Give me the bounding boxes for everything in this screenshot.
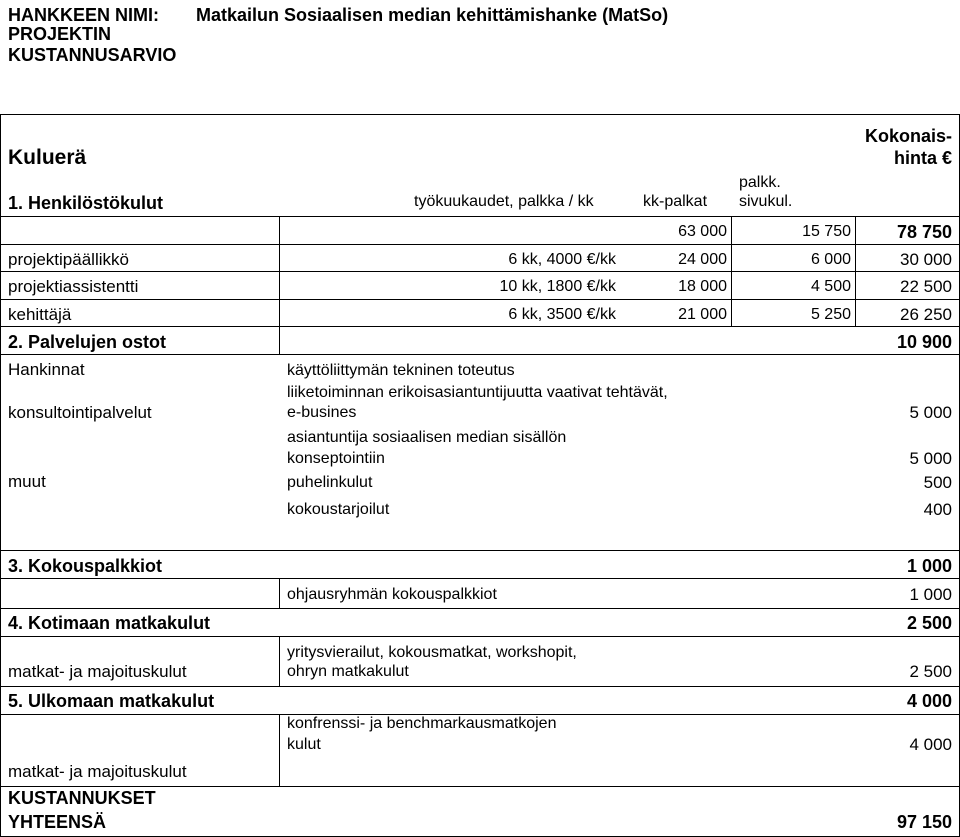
kuluera-heading: Kuluerä	[8, 146, 87, 169]
steering-group-fees-value: 1 000	[909, 585, 952, 604]
personnel-row-total: 22 500	[900, 277, 952, 296]
consulting-description-line1: liiketoiminnan erikoisasiantuntijuutta vaativat tehtävät,	[287, 384, 668, 401]
other-label: muut	[8, 472, 46, 491]
project-name: Matkailun Sosiaalisen median kehittämishanke (MatSo)	[196, 5, 669, 25]
grand-total-label-line2: YHTEENSÄ	[8, 812, 107, 832]
grand-total-value: 97 150	[896, 812, 952, 832]
foreign-travel-description-line2: kulut	[287, 736, 321, 753]
section-5-total: 4 000	[906, 691, 952, 711]
foreign-travel-description-line1: konfrenssi- ja benchmarkausmatkojen	[287, 715, 557, 732]
personnel-salaries: 24 000	[678, 251, 727, 268]
personnel-name: projektipäällikkö	[8, 250, 129, 269]
side-costs-column-heading-line1: palkk.	[739, 174, 781, 191]
personnel-total: 78 750	[896, 222, 952, 242]
section-2-total: 10 900	[896, 332, 952, 352]
section-4-total: 2 500	[906, 613, 952, 633]
domestic-travel-label: matkat- ja majoituskulut	[8, 662, 187, 681]
expert-description-line2: konseptointiin	[287, 450, 385, 467]
foreign-travel-value: 4 000	[909, 735, 952, 754]
expert-description-line1: asiantuntija sosiaalisen median sisällön	[287, 429, 567, 446]
project-name-label: HANKKEEN NIMI:	[8, 5, 159, 25]
section-1-title: 1. Henkilöstökulut	[8, 193, 164, 213]
section-3-total: 1 000	[906, 556, 952, 576]
salaries-column-heading: kk-palkat	[643, 193, 708, 210]
consulting-value: 5 000	[909, 403, 952, 422]
domestic-travel-value: 2 500	[909, 662, 952, 681]
personnel-salaries: 18 000	[678, 278, 727, 295]
personnel-name: kehittäjä	[8, 305, 72, 324]
domestic-travel-description-line1: yritysvierailut, kokousmatkat, workshopit,	[287, 644, 577, 661]
personnel-months: 10 kk, 1800 €/kk	[499, 278, 616, 295]
personnel-side-costs: 5 250	[810, 306, 851, 323]
months-column-heading: työkuukaudet, palkka / kk	[414, 193, 594, 210]
grand-total-label-line1: KUSTANNUKSET	[8, 788, 156, 808]
consulting-label: konsultointipalvelut	[8, 403, 152, 422]
meeting-catering-value: 400	[923, 500, 952, 519]
expert-value: 5 000	[909, 449, 952, 468]
header-line-3: KUSTANNUSARVIO	[8, 45, 177, 65]
header-line-2: PROJEKTIN	[8, 24, 112, 44]
personnel-months: 6 kk, 3500 €/kk	[508, 306, 616, 323]
meeting-catering-description: kokoustarjoilut	[287, 501, 390, 518]
side-costs-column-heading-line2: sivukul.	[739, 193, 793, 210]
personnel-salaries-total: 63 000	[678, 223, 727, 240]
domestic-travel-description-line2: ohryn matkakulut	[287, 663, 409, 680]
foreign-travel-label: matkat- ja majoituskulut	[8, 762, 187, 781]
section-3-title: 3. Kokouspalkkiot	[8, 556, 163, 576]
consulting-description-line2: e-busines	[287, 404, 357, 421]
personnel-name: projektiassistentti	[8, 277, 139, 296]
purchases-description: käyttöliittymän tekninen toteutus	[287, 362, 515, 379]
phone-costs-value: 500	[923, 473, 952, 492]
personnel-row-total: 26 250	[900, 305, 952, 324]
personnel-side-costs-total: 15 750	[802, 223, 851, 240]
section-2-title: 2. Palvelujen ostot	[8, 332, 167, 352]
phone-costs-description: puhelinkulut	[287, 474, 373, 491]
section-5-title: 5. Ulkomaan matkakulut	[8, 691, 215, 711]
personnel-side-costs: 6 000	[810, 251, 851, 268]
total-column-heading-line2: hinta €	[893, 148, 952, 168]
personnel-salaries: 21 000	[678, 306, 727, 323]
personnel-months: 6 kk, 4000 €/kk	[508, 251, 616, 268]
steering-group-fees-description: ohjausryhmän kokouspalkkiot	[287, 586, 497, 603]
personnel-row-total: 30 000	[900, 250, 952, 269]
personnel-side-costs: 4 500	[810, 278, 851, 295]
total-column-heading-line1: Kokonais-	[864, 126, 952, 146]
section-4-title: 4. Kotimaan matkakulut	[8, 613, 211, 633]
purchases-label: Hankinnat	[8, 360, 85, 379]
